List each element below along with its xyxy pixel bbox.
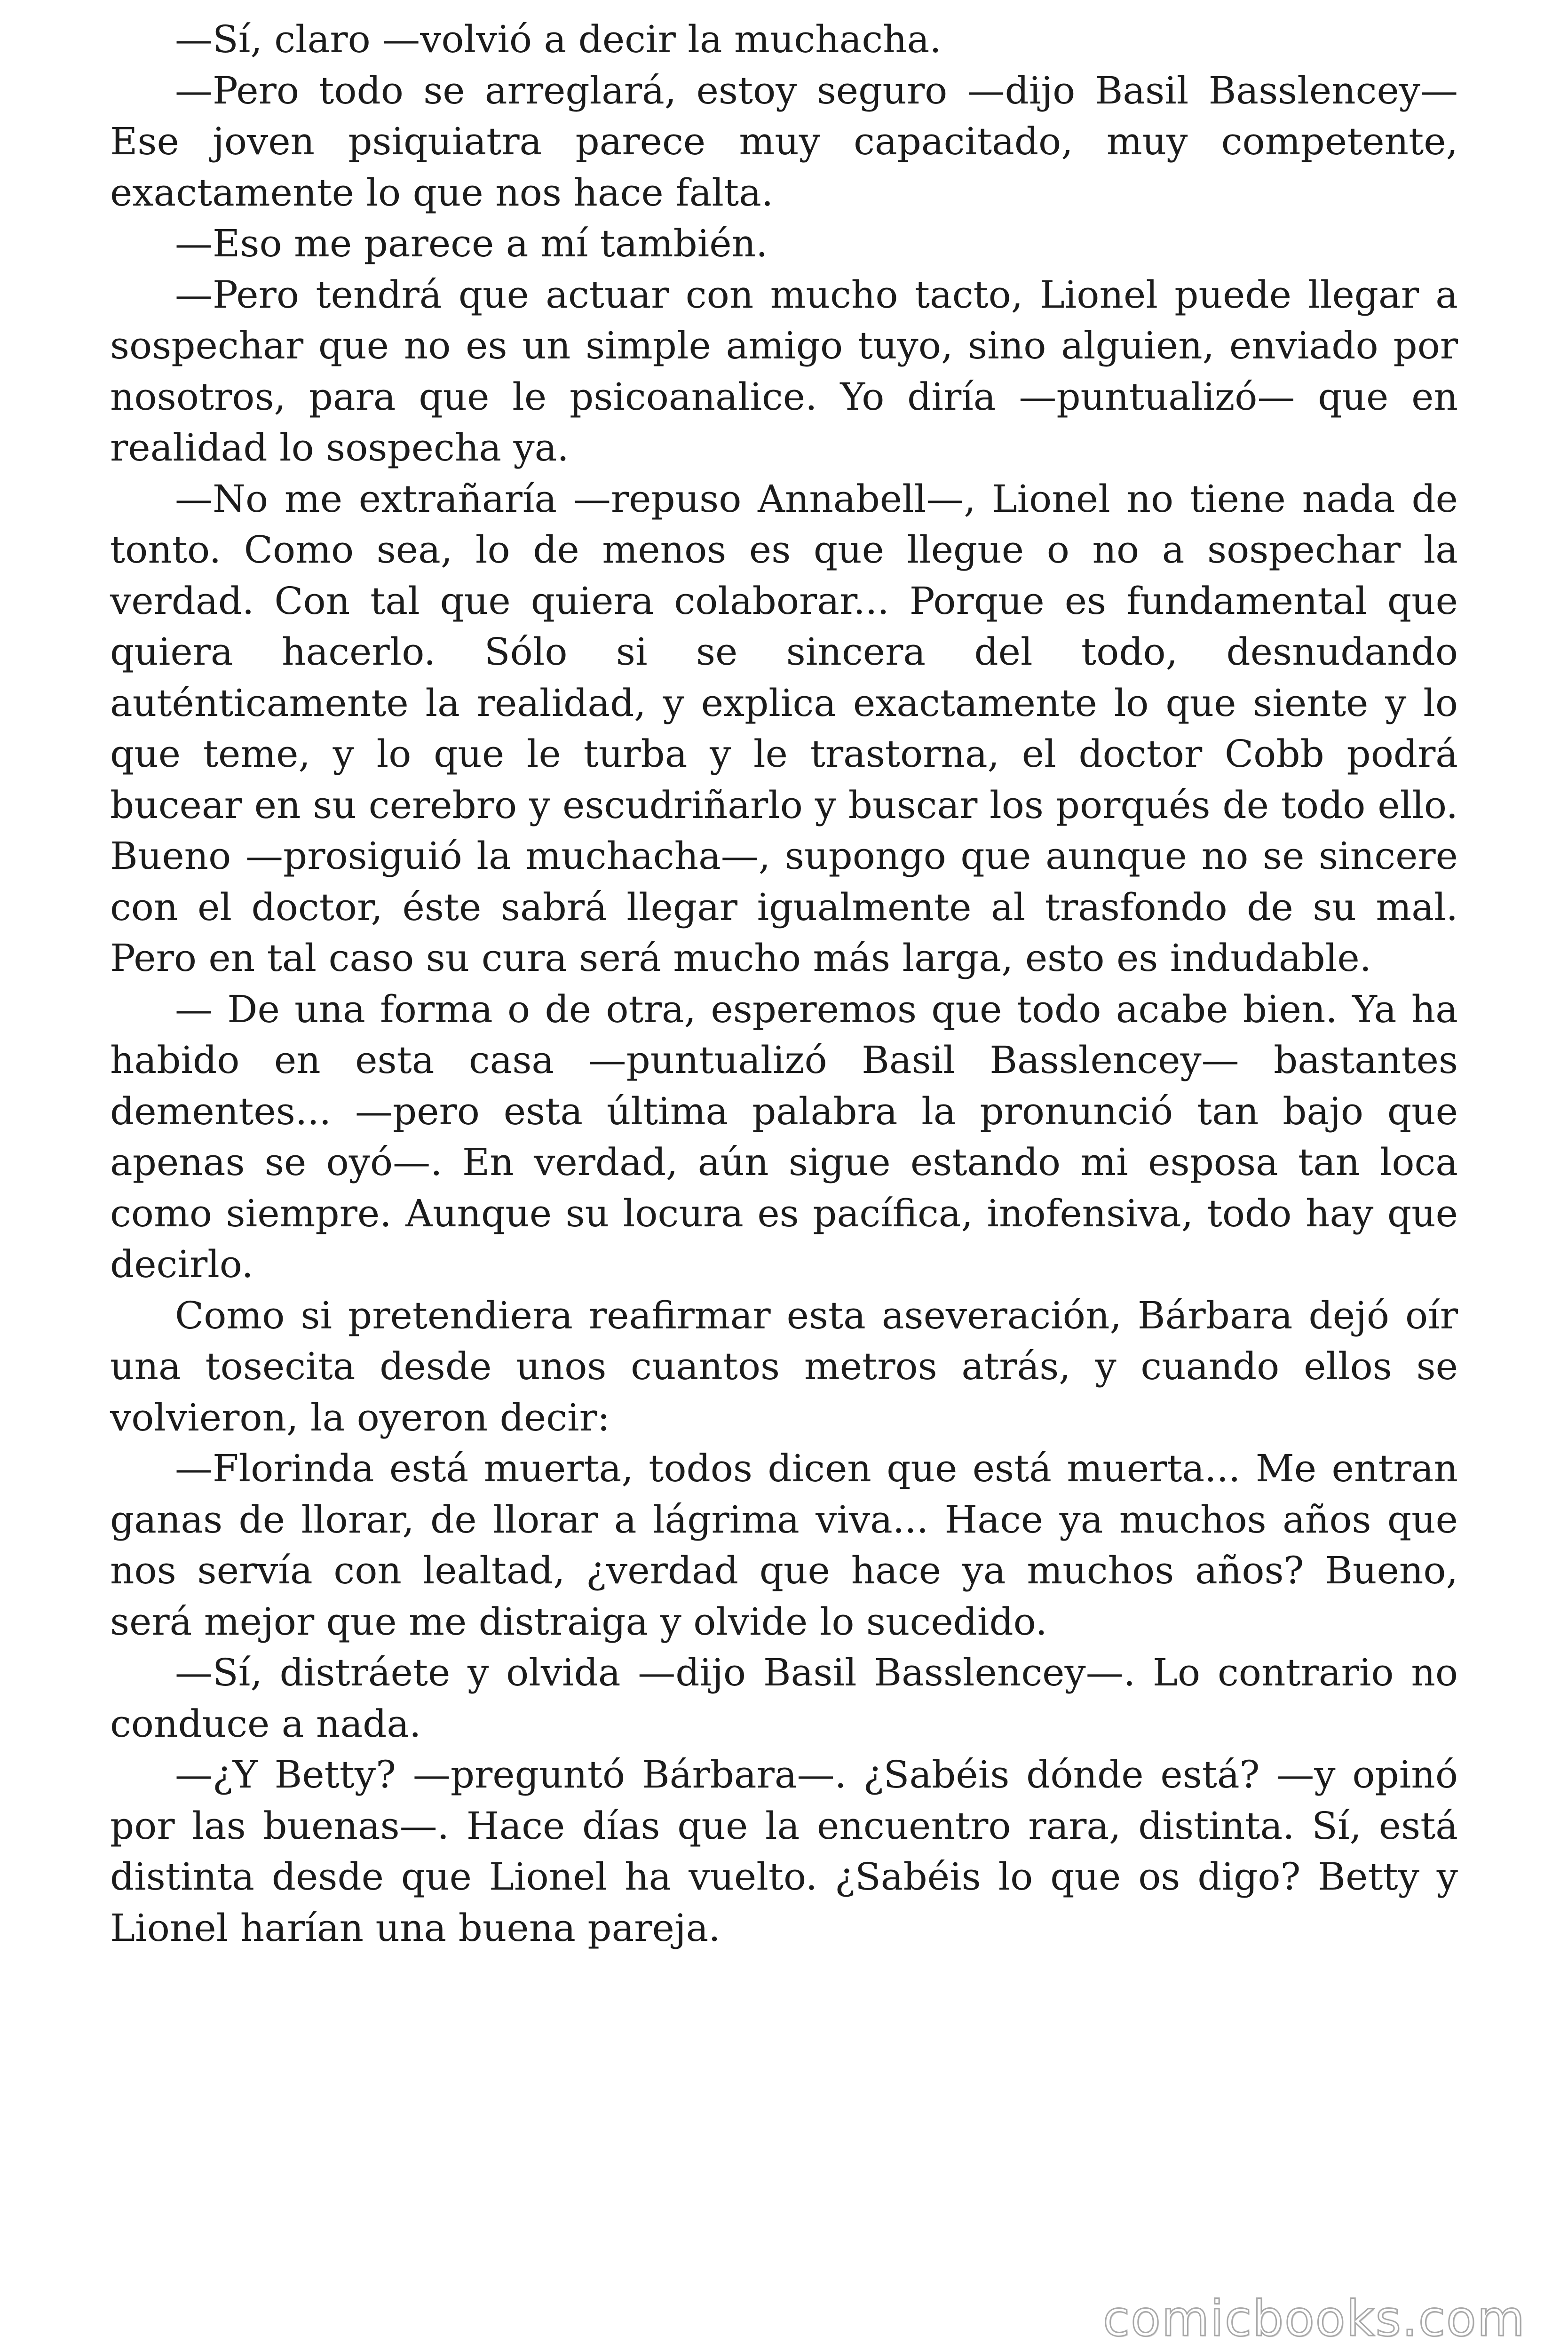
paragraph: — De una forma o de otra, esperemos que todo acabe bien. Ya ha habido en esta casa —puntualizó Basil Basslencey— bastantes dementes... —pero esta última palabra la pronunció tan bajo que apenas se oyó—. En verdad, aún sigue estando mi esposa tan loca como siempre. Aunque su locura es pacífica, inofensiva, todo hay que decirlo. — [110, 987, 1458, 1286]
paragraph: —Pero tendrá que actuar con mucho tacto, Lionel puede llegar a sospechar que no es un simple amigo tuyo, sino alguien, enviado por nosotros, para que le psicoanalice. Yo diría —puntualizó— que en realidad lo sospecha ya. — [110, 272, 1458, 469]
paragraph: —Pero todo se arreglará, estoy seguro —dijo Basil Basslencey— Ese joven psiquiatra parece muy capacitado, muy competente, exactamente lo que nos hace falta. — [110, 68, 1458, 215]
paragraph: —¿Y Betty? —preguntó Bárbara—. ¿Sabéis dónde está? —y opinó por las buenas—. Hace días que la encuentro rara, distinta. Sí, está distinta desde que Lionel ha vuelto. ¿Sabéis lo que os digo? Betty y Lionel harían una buena pareja. — [110, 1753, 1458, 1950]
paragraph: —Sí, distráete y olvida —dijo Basil Basslencey—. Lo contrario no conduce a nada. — [110, 1651, 1458, 1746]
paragraph: —Sí, claro —volvió a decir la muchacha. — [175, 17, 942, 61]
paragraph: Como si pretendiera reafirmar esta aseveración, Bárbara dejó oír una tosecita desde unos cuantos metros atrás, y cuando ellos se volvieron, la oyeron decir: — [110, 1293, 1458, 1439]
page-body-text — [110, 14, 1458, 1954]
paragraph: —Florinda está muerta, todos dicen que está muerta... Me entran ganas de llorar, de llorar a lágrima viva... Hace ya muchos años que nos servía con lealtad, ¿verdad que hace ya muchos años? Bueno, será mejor que me distraiga y olvide lo sucedido. — [110, 1446, 1458, 1644]
paragraph: —No me extrañaría —repuso Annabell—, Lionel no tiene nada de tonto. Como sea, lo de menos es que llegue o no a sospechar la verdad. Con tal que quiera colaborar... Porque es fundamental que quiera hacerlo. Sólo si se sincera del todo, desnudando auténticamente la realidad, y explica exactamente lo que siente y lo que teme, y lo que le turba y le trastorna, el doctor Cobb podrá bucear en su cerebro y escudriñarlo y buscar los porqués de todo ello. Bueno —prosiguió la muchacha—, supongo que aunque no se sincere con el doctor, éste sabrá llegar igualmente al trasfondo de su mal. Pero en tal caso su cura será mucho más larga, esto es indudable. — [110, 477, 1458, 980]
paragraph: —Eso me parece a mí también. — [175, 222, 768, 265]
watermark: comicbooks.com — [1102, 2290, 1526, 2347]
